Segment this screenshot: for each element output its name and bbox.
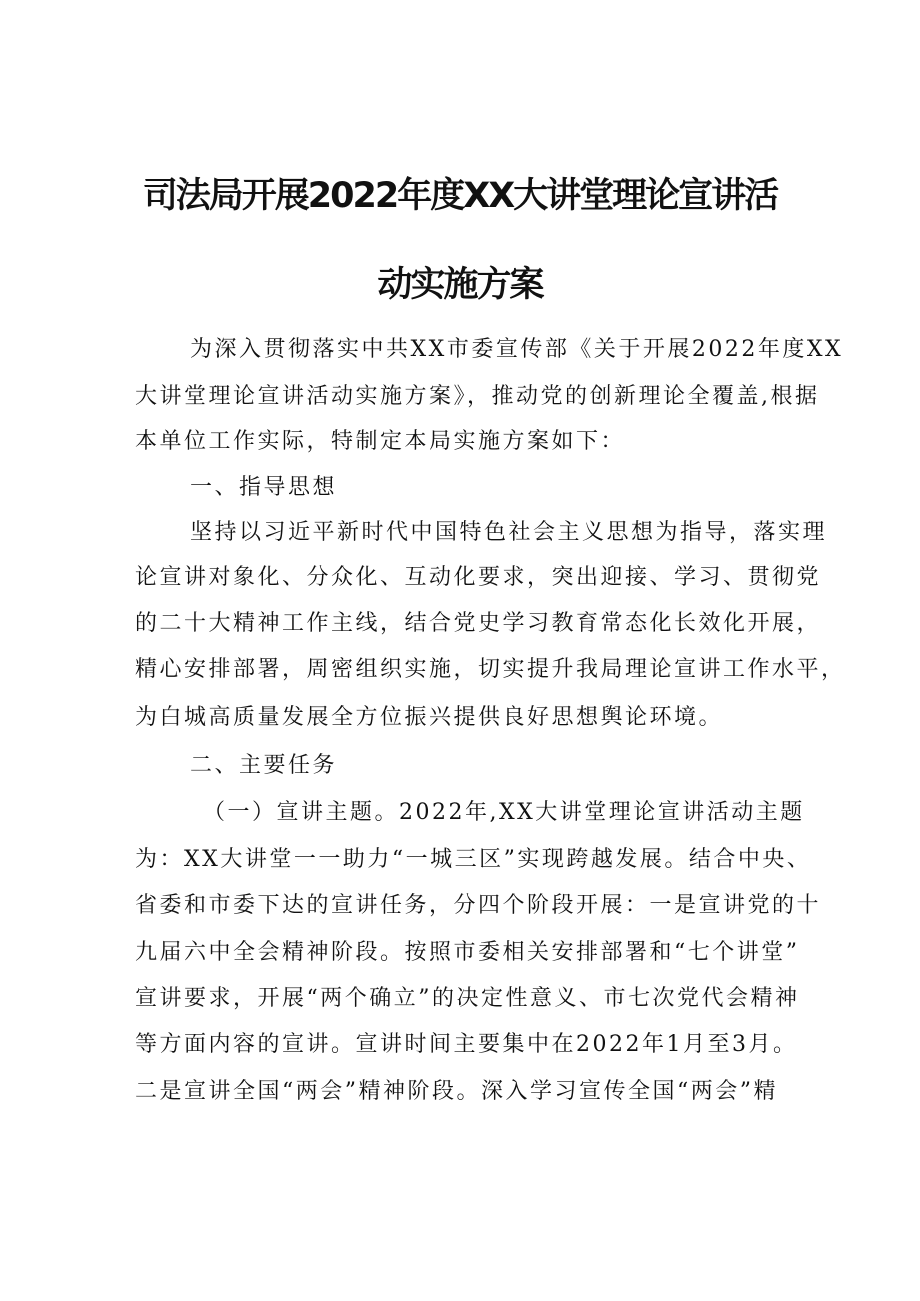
body-text-line: 九届六中全会精神阶段。按照市委相关安排部署和“七个讲堂”	[135, 940, 800, 965]
section-heading: 一、指导思想	[190, 475, 338, 500]
body-text-line: 宣讲要求，开展“两个确立”的决定性意义、市七次党代会精神	[135, 986, 800, 1011]
body-text-line: 大讲堂理论宣讲活动实施方案》，推动党的创新理论全覆盖,根据	[135, 384, 820, 409]
document-title-line-2: 动实施方案	[377, 265, 543, 305]
body-text-line: 本单位工作实际，特制定本局实施方案如下：	[135, 429, 626, 454]
body-text-line: 坚持以习近平新时代中国特色社会主义思想为指导，落实理	[190, 520, 828, 545]
section-heading: 二、主要任务	[190, 753, 338, 778]
body-text-line: 为深入贯彻落实中共XX市委宣传部《关于开展2022年度XX	[190, 337, 844, 362]
body-text-line: 为白城高质量发展全方位振兴提供良好思想舆论环境。	[135, 705, 724, 730]
body-text-line: 省委和市委下达的宣讲任务，分四个阶段开展：一是宣讲党的十	[135, 893, 822, 918]
body-text-line: 二是宣讲全国“两会”精神阶段。深入学习宣传全国“两会”精	[135, 1079, 778, 1104]
body-text-line: 论宣讲对象化、分众化、互动化要求，突出迎接、学习、贯彻党	[135, 565, 822, 590]
body-text-line: 等方面内容的宣讲。宣讲时间主要集中在2022年1月至3月。	[135, 1032, 798, 1057]
body-text-line: 为：XX大讲堂一一助力“一城三区”实现跨越发展。结合中央、	[135, 847, 812, 872]
body-text-line: （一）宣讲主题。2022年,XX大讲堂理论宣讲活动主题	[203, 800, 805, 825]
body-text-line: 的二十大精神工作主线，结合党史学习教育常态化长效化开展，	[135, 611, 822, 636]
body-text-line: 精心安排部署，周密组织实施，切实提升我局理论宣讲工作水平，	[135, 657, 846, 682]
document-title-line-1: 司法局开展2022年度XX大讲堂理论宣讲活	[142, 176, 778, 216]
